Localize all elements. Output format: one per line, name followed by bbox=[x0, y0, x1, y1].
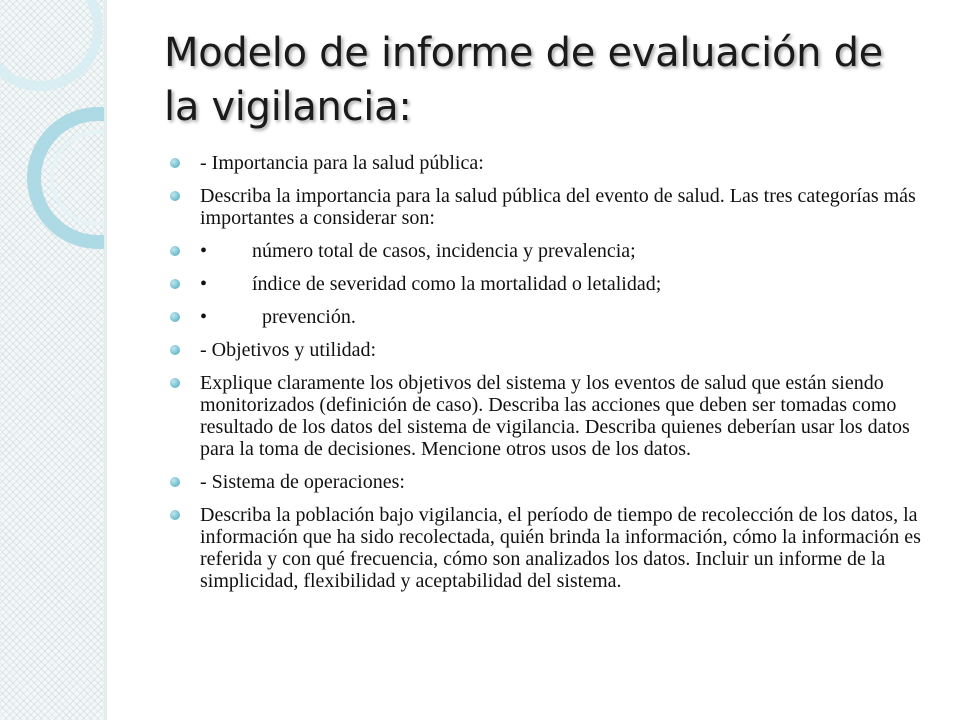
bullet-item bbox=[164, 339, 924, 361]
bullet-list bbox=[164, 152, 924, 603]
bullet-icon bbox=[170, 191, 180, 201]
slide-title: Modelo de informe de evaluación de la vigilancia: bbox=[164, 30, 883, 130]
bullet-item bbox=[164, 504, 924, 592]
bullet-icon bbox=[170, 510, 180, 520]
bullet-text: Describa la población bajo vigilancia, el período de tiempo de recolección de los datos, la información que ha sido recolectada, quién brinda la información, cómo la información es referida y con qué frecuencia, cómo son analizados los datos. Incluir un informe de la simplicidad, flexibilidad y aceptabilidad del sistema. bbox=[200, 504, 921, 592]
sidebar-divider bbox=[104, 0, 107, 720]
decorative-ring-inner bbox=[52, 132, 104, 224]
bullet-icon bbox=[170, 279, 180, 289]
bullet-icon bbox=[170, 477, 180, 487]
bullet-item bbox=[164, 185, 924, 229]
bullet-text: - Importancia para la salud pública: bbox=[200, 152, 484, 174]
bullet-icon bbox=[170, 312, 180, 322]
bullet-text: Explique claramente los objetivos del sistema y los eventos de salud que están siendo monitorizados (definición de caso). Describa las acciones que deben ser tomadas como resultado de los datos del sistema de vigilancia. Describa quienes deberían usar los datos para la toma de decisiones. Mencione otros usos de los datos. bbox=[200, 372, 910, 460]
bullet-icon bbox=[170, 158, 180, 168]
bullet-icon bbox=[170, 345, 180, 355]
bullet-item bbox=[164, 372, 924, 460]
bullet-text: Describa la importancia para la salud pública del evento de salud. Las tres categorías más importantes a considerar son: bbox=[200, 185, 916, 229]
bullet-item bbox=[164, 273, 924, 295]
decorative-sidebar bbox=[0, 0, 104, 720]
bullet-text: • índice de severidad como la mortalidad o letalidad; bbox=[200, 273, 662, 295]
bullet-icon bbox=[170, 246, 180, 256]
decorative-ring-top bbox=[0, 0, 98, 86]
bullet-item bbox=[164, 152, 924, 174]
decorative-circles bbox=[0, 0, 104, 720]
bullet-icon bbox=[170, 378, 180, 388]
bullet-item bbox=[164, 306, 924, 328]
bullet-item bbox=[164, 471, 924, 493]
bullet-text: • prevención. bbox=[200, 306, 356, 328]
bullet-text: - Objetivos y utilidad: bbox=[200, 339, 377, 361]
bullet-text: • número total de casos, incidencia y prevalencia; bbox=[200, 240, 636, 262]
bullet-text: - Sistema de operaciones: bbox=[200, 471, 405, 493]
bullet-item bbox=[164, 240, 924, 262]
